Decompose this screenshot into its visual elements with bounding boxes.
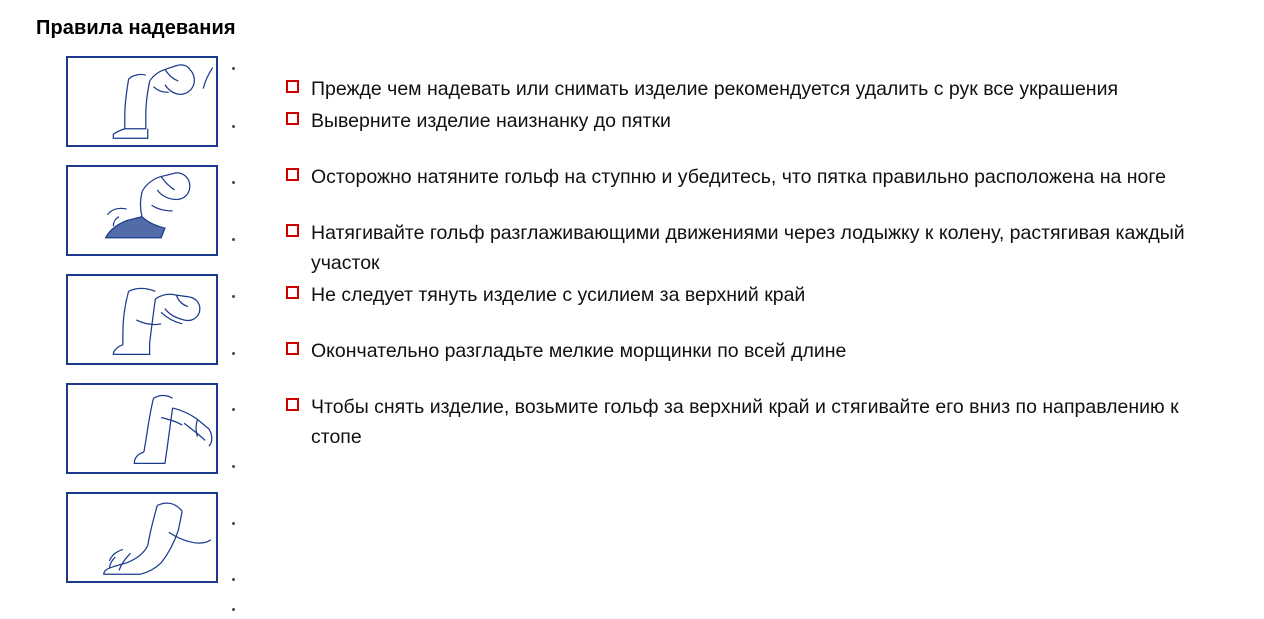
checkbox-bullet-icon <box>286 168 299 181</box>
step-illustration-1 <box>66 56 218 147</box>
checkbox-bullet-icon <box>286 342 299 355</box>
step-illustration-2 <box>66 165 218 256</box>
list-item-text: Прежде чем надевать или снимать изделие рекомендуется удалить с рук все украшения <box>311 78 1119 100</box>
list-item <box>286 106 1216 136</box>
list-item-text: Чтобы снять изделие, возьмите гольф за верхний край и стягивайте его вниз по направлению к стопе <box>311 396 1179 448</box>
checkbox-bullet-icon <box>286 224 299 237</box>
list-item-text: Выверните изделие наизнанку до пятки <box>311 110 671 132</box>
page-title: Правила надевания <box>36 17 236 39</box>
checkbox-bullet-icon <box>286 398 299 411</box>
list-item-text: Окончательно разгладьте мелкие морщинки по всей длине <box>311 340 847 362</box>
list-item-text: Не следует тянуть изделие с усилием за верхний край <box>311 284 806 306</box>
step-illustration-4 <box>66 383 218 474</box>
list-item <box>286 336 1216 366</box>
checkbox-bullet-icon <box>286 286 299 299</box>
list-item <box>286 74 1216 104</box>
list-item-text: Натягивайте гольф разглаживающими движениями через лодыжку к колену, растягивая каждый участок <box>311 222 1185 274</box>
list-item <box>286 162 1216 192</box>
checkbox-bullet-icon <box>286 112 299 125</box>
list-item-text: Осторожно натяните гольф на ступню и убедитесь, что пятка правильно расположена на ноге <box>311 166 1166 188</box>
list-item <box>286 280 1216 310</box>
instruction-list <box>286 74 1216 454</box>
illustration-column <box>66 56 222 601</box>
list-item <box>286 392 1216 452</box>
step-illustration-5 <box>66 492 218 583</box>
checkbox-bullet-icon <box>286 80 299 93</box>
dotted-guide-column <box>230 56 240 608</box>
list-item <box>286 218 1216 278</box>
step-illustration-3 <box>66 274 218 365</box>
